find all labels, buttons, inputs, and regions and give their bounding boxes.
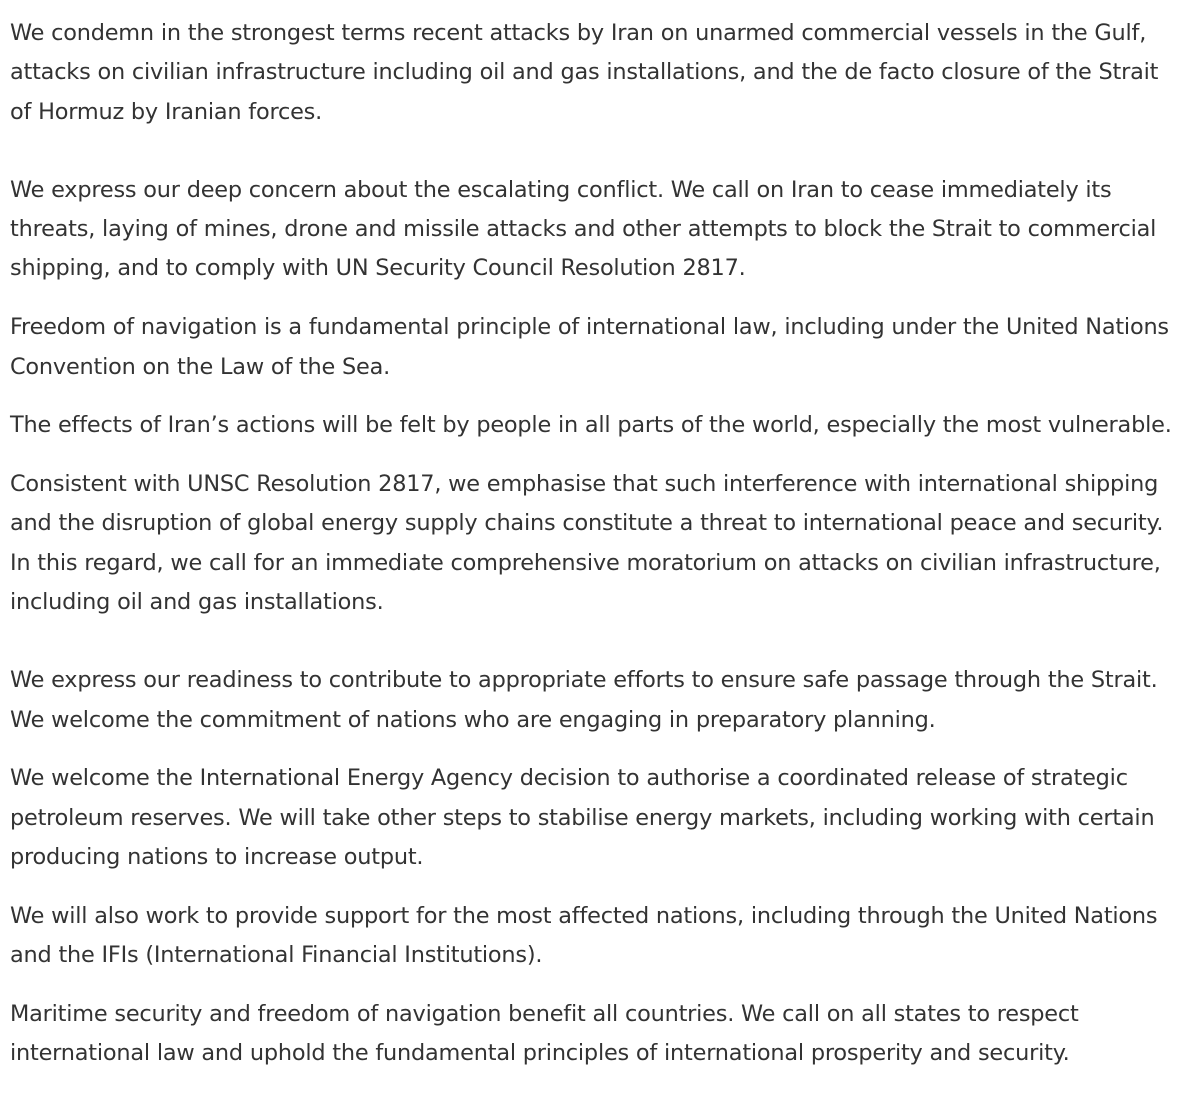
statement-body (10, 14, 1180, 1074)
paragraph-concern: We express our deep concern about the escalating conflict. We call on Iran to cease immediately its threats, laying of mines, drone and missile attacks and other attempts to block the Strait to commercial shipping, and to comply with UN Security Council Resolution 2817. (10, 176, 1157, 282)
paragraph-unsc-resolution: Consistent with UNSC Resolution 2817, we emphasise that such interference with international shipping and the disruption of global energy supply chains constitute a threat to international peace and security. In this regard, we call for an immediate comprehensive moratorium on attacks on civilian infrastructure, including oil and gas installations. (10, 471, 1164, 616)
paragraph-support: We will also work to provide support for the most affected nations, including through the United Nations and the IFIs (International Financial Institutions). (10, 902, 1158, 969)
paragraph-effects: The effects of Iran’s actions will be felt by people in all parts of the world, especially the most vulnerable. (10, 412, 1172, 439)
paragraph-maritime-security: Maritime security and freedom of navigation benefit all countries. We call on all states to respect international law and uphold the fundamental principles of international prosperity and security. (10, 1000, 1079, 1067)
paragraph-iea-decision: We welcome the International Energy Agency decision to authorise a coordinated release of strategic petroleum reserves. We will take other steps to stabilise energy markets, including working with certain producing nations to increase output. (10, 765, 1155, 871)
paragraph-condemnation: We condemn in the strongest terms recent attacks by Iran on unarmed commercial vessels in the Gulf, attacks on civilian infrastructure including oil and gas installations, and the de facto closure of the Strait of Hormuz by Iranian forces. (10, 20, 1159, 125)
paragraph-freedom-of-navigation: Freedom of navigation is a fundamental principle of international law, including under the United Nations Convention on the Law of the Sea. (10, 314, 1169, 380)
paragraph-readiness: We express our readiness to contribute to appropriate efforts to ensure safe passage through the Strait. We welcome the commitment of nations who are engaging in preparatory planning. (10, 667, 1158, 733)
